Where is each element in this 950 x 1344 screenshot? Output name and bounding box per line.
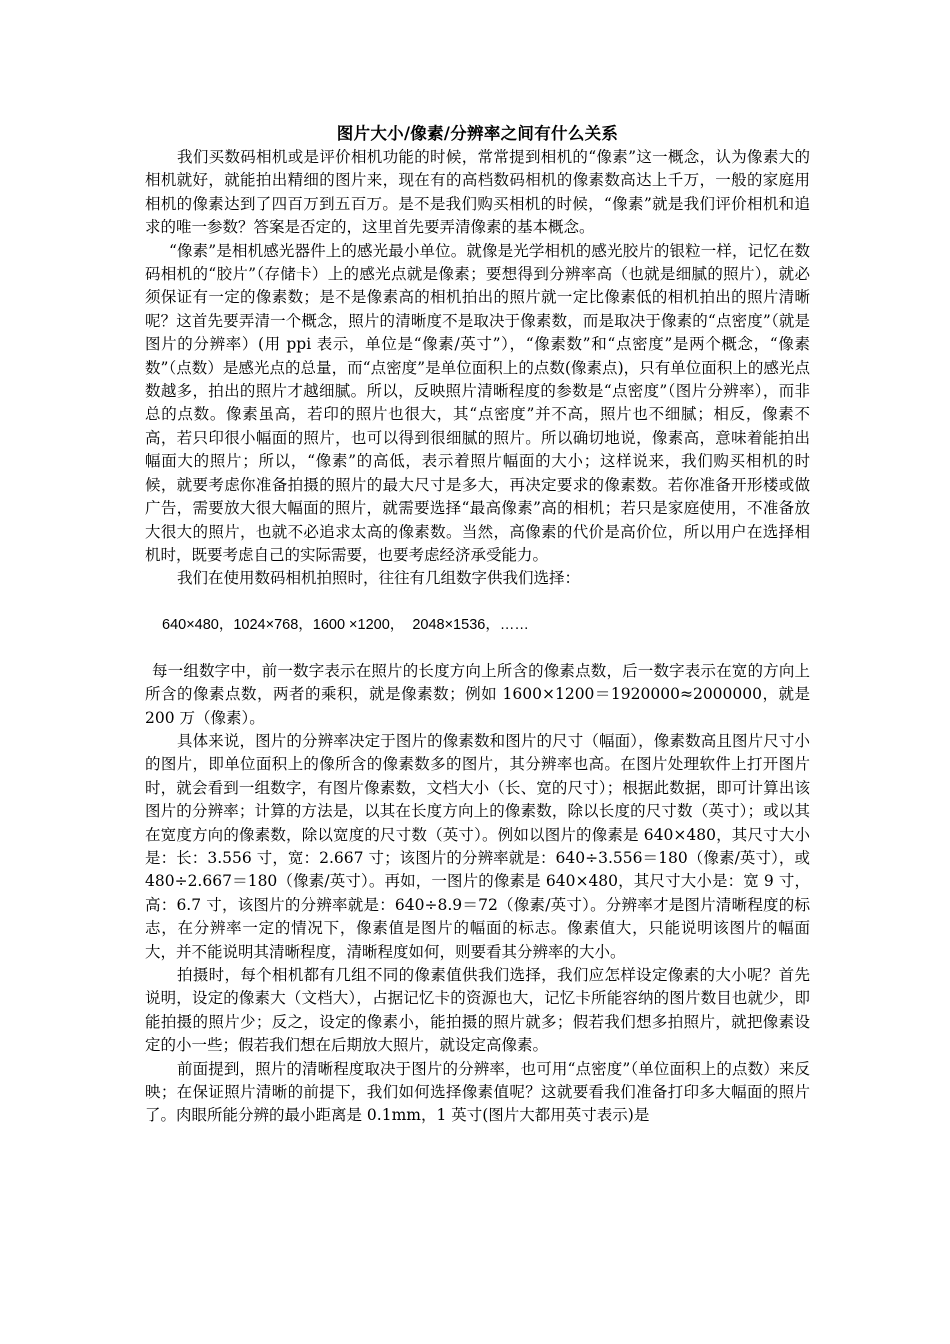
resolution-list: 640×480，1024×768，1600 ×1200， 2048×1536，…… <box>162 616 529 633</box>
paragraph-resolution-choices: 我们在使用数码相机拍照时，往往有几组数字供我们选择： <box>177 569 581 588</box>
paragraph-intro: 我们买数码相机或是评价相机功能的时候，常常提到相机的“像素”这一概念，认为像素大的相机就好，就能拍出精细的图片来，现在有的高档数码相机的像素数高达上千万，一般的家庭用相机的像素达到了四百万到五百万。是不是我们购买相机的时候，“像素”就是我们评价相机和追求的唯一参数？答案是否定的，这里首先要弄清像素的基本概念。 <box>145 148 810 237</box>
paragraph-pixel-definition: “像素”是相机感光器件上的感光最小单位。就像是光学相机的感光胶片的银粒一样，记忆在数码相机的“胶片”（存储卡）上的感光点就是像素；要想得到分辨率高（也就是细腻的照片），就必须保证有一定的像素数；是不是像素高的相机拍出的照片就一定比像素低的相机拍出的照片清晰呢？这首先要弄清一个概念，照片的清晰度不是取决于像素数，而是取决于像素的“点密度”（就是图片的分辨率）(用 ppi 表示，单位是“像素/英寸”），“像素数”和“点密度”是两个概念，“像素数”（点数）是感光点的总量，而“点密度”是单位面积上的点数(像素点)，只有单位面积上的感光点数越多，拍出的照片才越细腻。所以，反映照片清晰程度的参数是“点密度”（图片分辨率），而非总的点数。像素虽高，若印的照片也很大，其“点密度”并不高，照片也不细腻；相反，像素不高，若只印很小幅面的照片，也可以得到很细腻的照片。所以确切地说，像素高，意味着能拍出幅面大的照片；所以，“像素”的高低，表示着照片幅面的大小；这样说来，我们购买相机的时候，就要考虑你准备拍摄的照片的最大尺寸是多大，再决定要求的像素数。若你准备开形楼或做广告，需要放大很大幅面的照片，就需要选择“最高像素”高的相机；若只是家庭使用，不准备放大很大的照片，也就不必追求太高的像素数。当然，高像素的代价是高价位，所以用户在选择相机时，既要考虑自己的实际需要，也要考虑经济承受能力。 <box>145 241 810 564</box>
paragraph-print-size: 前面提到，照片的清晰程度取决于图片的分辨率，也可用“点密度”（单位面积上的点数）来反映；在保证照片清晰的前提下，我们如何选择像素值呢？这就要看我们准备打印多大幅面的照片了。肉眼所能分辨的最小距离是 0.1mm，1 英寸(图片大都用英寸表示)是 <box>145 1059 810 1125</box>
document-page <box>145 122 810 1128</box>
document-title: 图片大小/像素/分辨率之间有什么关系 <box>336 124 619 143</box>
paragraph-pixel-count: 每一组数字中，前一数字表示在照片的长度方向上所含的像素点数，后一数字表示在宽的方向上所含的像素点数，两者的乘积，就是像素数；例如 1600×1200＝1920000≈2000000，就是 200 万（像素）。 <box>145 661 810 727</box>
paragraph-resolution-calculation: 具体来说，图片的分辨率决定于图片的像素数和图片的尺寸（幅面），像素数高且图片尺寸小的图片，即单位面积上的像所含的像素数多的图片，其分辨率也高。在图片处理软件上打开图片时，就会看到一组数字，有图片像素数，文档大小（长、宽的尺寸）；根据此数据，即可计算出该图片的分辨率；计算的方法是，以其在长度方向上的像素数，除以长度的尺寸数（英寸）；或以其在宽度方向的像素数，除以宽度的尺寸数（英寸）。例如以图片的像素是 640×480，其尺寸大小是：长：3.556 寸，宽：2.667 寸；该图片的分辨率就是：640÷3.556＝180（像素/英寸），或 480÷2.667＝180（像素/英寸）。再如，一图片的像素是 640×480，其尺寸大小是：宽 9 寸，高：6.7 寸，该图片的分辨率就是：640÷8.9＝72（像素/英寸）。分辨率才是图片清晰程度的标志，在分辨率一定的情况下，像素值是图片的幅面的标志。像素值大，只能说明该图片的幅面大，并不能说明其清晰程度，清晰程度如何，则要看其分辨率的大小。 <box>145 731 810 961</box>
paragraph-shooting-settings: 拍摄时，每个相机都有几组不同的像素值供我们选择，我们应怎样设定像素的大小呢？首先说明，设定的像素大（文档大），占据记忆卡的资源也大，记忆卡所能容纳的图片数目也就少，即能拍摄的照片少；反之，设定的像素小，能拍摄的照片就多；假若我们想多拍照片，就把像素设定的小一些；假若我们想在后期放大照片，就设定高像素。 <box>145 966 810 1055</box>
spacer <box>145 591 810 614</box>
spacer <box>145 637 810 660</box>
